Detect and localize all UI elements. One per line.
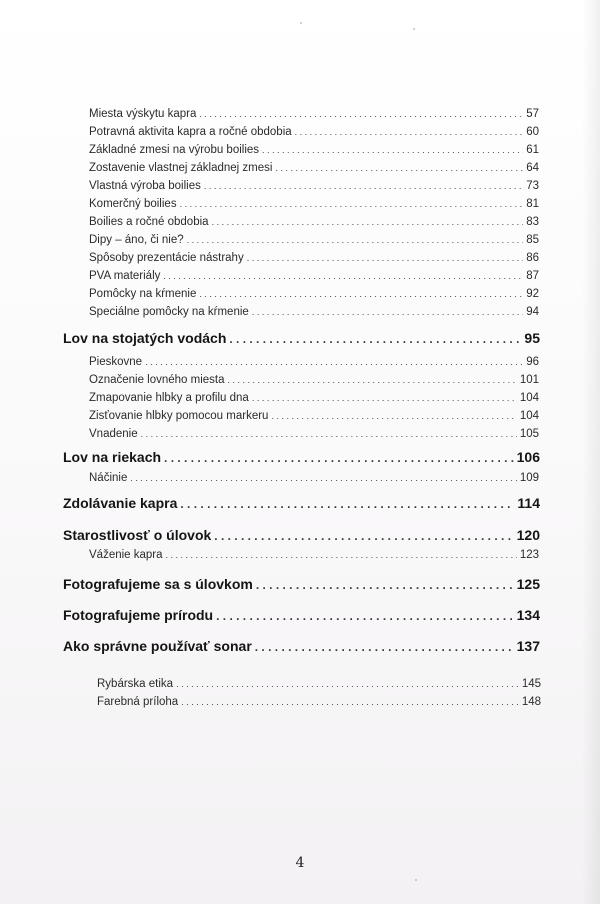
toc-entry [97,678,541,694]
toc-section-title: Lov na riekach [63,449,162,465]
toc-section-title: Lov na stojatých vodách [63,330,227,346]
toc-entry [97,696,541,712]
toc-entry-page: 61 [526,144,539,156]
dot-leader [130,473,516,483]
dot-leader [252,307,523,317]
toc-section-title: Zdolávanie kapra [63,495,178,511]
toc-entry-page: 148 [521,696,541,708]
toc-section-title: Starostlivosť o úlovok [63,527,212,543]
toc-entry-title: PVA materiály [89,270,161,282]
toc-entry [89,144,539,160]
toc-entry-title: Spôsoby prezentácie nástrahy [89,252,244,264]
toc-entry-title: Farebná príloha [97,696,179,708]
toc-entry [89,252,539,268]
dot-leader [141,429,517,439]
toc-entry-title: Komerčný boilies [89,198,177,210]
toc-section-heading [63,607,540,627]
toc-entry-page: 92 [526,288,539,300]
toc-entry [89,108,539,124]
toc-entry-page: 104 [519,392,539,404]
dot-leader [228,375,517,385]
toc-section-page: 134 [516,607,540,623]
toc-section-heading [63,449,540,469]
toc-entry-page: 94 [526,306,539,318]
toc-section-title: Fotografujeme sa s úlovkom [63,576,253,592]
toc-entry [89,356,539,372]
toc-entry-page: 57 [526,108,539,120]
toc-entry-page: 60 [526,126,539,138]
toc-section-page: 114 [517,495,540,511]
toc-entry-page: 145 [521,678,541,690]
paper-speck [415,879,417,881]
toc-section-heading [63,576,540,596]
toc-entry-page: 96 [526,356,539,368]
toc-section-page: 106 [516,449,540,465]
toc-entry [89,180,539,196]
toc-section-title: Ako správne používať sonar [63,638,252,654]
toc-entry-title: Náčinie [89,472,128,484]
dot-leader [145,357,523,367]
toc-entry-page: 64 [526,162,539,174]
toc-entry-title: Dipy – áno, či nie? [89,234,184,246]
dot-leader [187,235,524,245]
toc-entry-page: 123 [519,549,539,561]
toc-entry-title: Zmapovanie hĺbky a profilu dna [89,392,249,404]
dot-leader [262,145,523,155]
dot-leader [252,393,517,403]
toc-entry [89,472,539,488]
dot-leader [255,640,514,654]
dot-leader [212,217,524,227]
dot-leader [181,697,519,707]
toc-entry-page: 101 [519,374,539,386]
toc-entry-title: Základné zmesi na výrobu boilies [89,144,260,156]
toc-entry-title: Vlastná výroba boilies [89,180,201,192]
toc-entry-title: Pieskovne [89,356,143,368]
toc-entry-page: 83 [526,216,539,228]
toc-entry [89,374,539,390]
toc-entry-title: Zisťovanie hĺbky pomocou markeru [89,410,269,422]
toc-section-heading [63,638,540,658]
toc-entry [89,288,539,304]
toc-section-page: 137 [516,638,540,654]
paper-speck [413,28,415,30]
toc-section-heading [63,527,540,547]
dot-leader [295,127,524,137]
toc-entry [89,306,539,322]
toc-entry-title: Špeciálne pomôcky na kŕmenie [89,306,249,318]
toc-entry-title: Vnadenie [89,428,138,440]
dot-leader [214,529,513,543]
toc-section-page: 125 [516,576,540,592]
dot-leader [176,679,519,689]
toc-entry-title: Zostavenie vlastnej základnej zmesi [89,162,273,174]
toc-entry [89,234,539,250]
toc-entry-page: 73 [526,180,539,192]
dot-leader [163,271,523,281]
toc-entry [89,270,539,286]
dot-leader [271,411,516,421]
toc-entry-title: Označenie lovného miesta [89,374,225,386]
toc-entry-title: Rybárska etika [97,678,174,690]
dot-leader [180,497,514,511]
dot-leader [247,253,523,263]
toc-entry-title: Boilies a ročné obdobia [89,216,209,228]
toc-entry-page: 85 [526,234,539,246]
dot-leader [199,289,523,299]
toc-entry-page: 86 [526,252,539,264]
dot-leader [180,199,524,209]
toc-entry-title: Potravná aktivita kapra a ročné obdobia [89,126,292,138]
toc-entry [89,410,539,426]
toc-entry-page: 87 [526,270,539,282]
toc-entry [89,216,539,232]
toc-entry-page: 109 [519,472,539,484]
toc-entry-title: Váženie kapra [89,549,163,561]
toc-entry [89,549,539,565]
toc-entry [89,126,539,142]
paper-speck [300,22,302,24]
toc-entry [89,162,539,178]
page-number: 4 [295,855,305,871]
toc-entry [89,428,539,444]
dot-leader [256,578,514,592]
toc-section-page: 120 [516,527,540,543]
toc-entry-title: Pomôcky na kŕmenie [89,288,197,300]
toc-entry-page: 81 [526,198,539,210]
dot-leader [204,181,523,191]
dot-leader [199,109,523,119]
toc-entry-page: 104 [519,410,539,422]
toc-entry-title: Miesta výskytu kapra [89,108,197,120]
dot-leader [216,609,514,623]
dot-leader [229,332,521,346]
dot-leader [275,163,523,173]
toc-entry [89,198,539,214]
dot-leader [164,451,514,465]
toc-section-title: Fotografujeme prírodu [63,607,214,623]
dot-leader [166,550,517,560]
toc-entry [89,392,539,408]
toc-entry-page: 105 [519,428,539,440]
toc-section-heading [63,495,540,515]
toc-section-heading [63,330,540,350]
toc-section-page: 95 [524,330,540,346]
